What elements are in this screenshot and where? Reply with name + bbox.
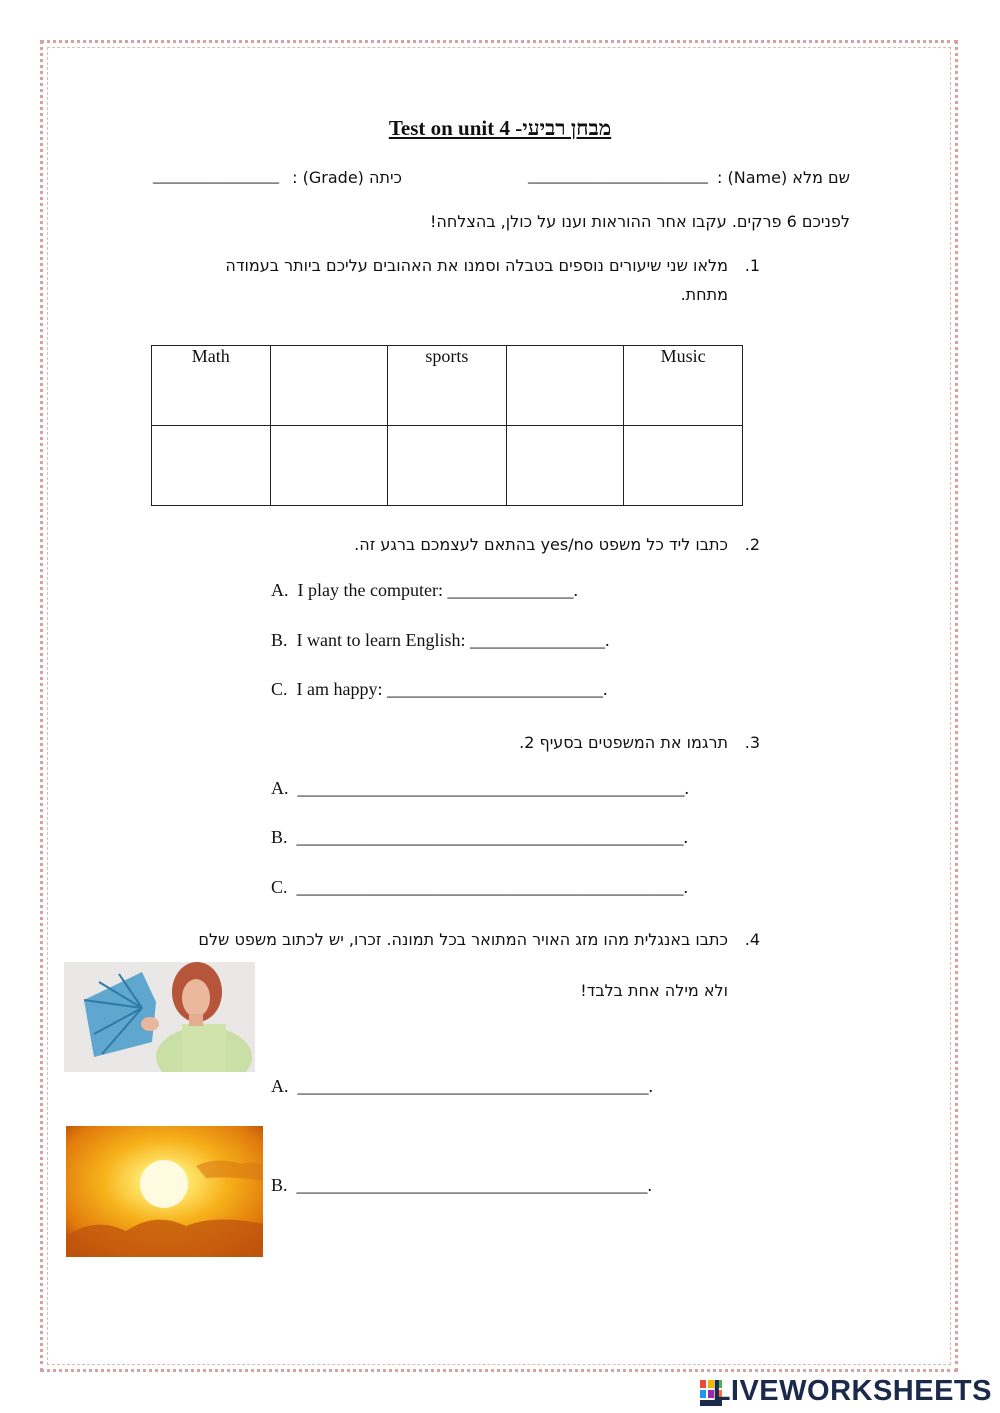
item-text: I play the computer: — [297, 580, 443, 600]
item-text: I want to learn English: — [296, 630, 466, 650]
name-label: שם מלא (Name) : — [717, 168, 850, 187]
q2-item-b — [271, 630, 609, 651]
q4-instruction: כתבו באנגלית מהו מזג האויר המתואר בכל תמונה. זכרו, יש לכתוב משפט שלם — [198, 930, 728, 949]
table-cell[interactable] — [270, 426, 387, 506]
item-letter: A. — [271, 778, 289, 798]
table-cell: sports — [388, 346, 507, 426]
page-title: מבחן רביעי- Test on unit 4 — [388, 116, 612, 140]
q1-instruction-cont: מתחת. — [680, 285, 728, 304]
item-letter: B. — [271, 630, 288, 650]
table-cell[interactable] — [506, 346, 623, 426]
q4-item-b — [271, 1175, 652, 1196]
item-letter: B. — [271, 827, 288, 847]
q3-item-a — [271, 778, 689, 799]
table-cell[interactable] — [270, 346, 387, 426]
table-cell[interactable] — [506, 426, 623, 506]
q4-number: 4. — [744, 930, 760, 949]
item-letter: A. — [271, 580, 289, 600]
liveworksheets-brand[interactable]: LIVEWORKSHEETS — [712, 1375, 992, 1407]
table-row — [152, 426, 743, 506]
item-letter: A. — [271, 1076, 289, 1096]
item-letter: C. — [271, 679, 288, 699]
table-cell: Math — [152, 346, 271, 426]
table-cell[interactable] — [624, 426, 743, 506]
q2-instruction: כתבו ליד כל משפט yes/no בהתאם לעצמכם ברגע זה. — [354, 535, 728, 554]
q4-instruction-cont: ולא מילה אחת בלבד! — [580, 981, 728, 1000]
q2-number: 2. — [744, 535, 760, 554]
q2-item-a — [271, 580, 578, 601]
answer-blank[interactable]: ___________________________________________. — [297, 778, 689, 798]
intro-text: לפניכם 6 פרקים. עקבו אחר ההוראות וענו על כולן, בהצלחה! — [429, 212, 850, 231]
grade-label: כיתה (Grade) : — [292, 168, 402, 187]
item-letter: C. — [271, 877, 288, 897]
q2-item-c — [271, 679, 608, 700]
q3-number: 3. — [744, 733, 760, 752]
answer-blank[interactable]: ___________________________________________. — [296, 877, 689, 897]
q1-instruction: מלאו שני שיעורים נוספים בטבלה וסמנו את האהובים עליכם ביותר בעמודה — [225, 256, 728, 275]
answer-blank[interactable]: _______________. — [469, 630, 610, 650]
answer-blank[interactable]: _______________________________________. — [297, 1076, 653, 1096]
table-cell[interactable] — [388, 426, 507, 506]
answer-blank[interactable]: ______________. — [447, 580, 578, 600]
q3-item-c — [271, 877, 688, 898]
q3-item-b — [271, 827, 688, 848]
sunny-sky-image — [66, 1126, 263, 1257]
q4-item-a — [271, 1076, 653, 1097]
item-letter: B. — [271, 1175, 288, 1195]
answer-blank[interactable]: ________________________. — [387, 679, 608, 699]
answer-blank[interactable]: ___________________________________________. — [296, 827, 689, 847]
subjects-table — [151, 345, 743, 506]
hot-woman-fan-image — [64, 962, 255, 1072]
q1-number: 1. — [744, 256, 760, 275]
table-cell[interactable] — [152, 426, 271, 506]
table-row — [152, 346, 743, 426]
answer-blank[interactable]: _______________________________________. — [296, 1175, 653, 1195]
name-field[interactable]: ____________________ — [528, 165, 708, 185]
table-cell: Music — [624, 346, 743, 426]
q3-instruction: תרגמו את המשפטים בסעיף 2. — [519, 733, 728, 752]
grade-field[interactable]: ______________ — [153, 165, 279, 185]
item-text: I am happy: — [296, 679, 383, 699]
